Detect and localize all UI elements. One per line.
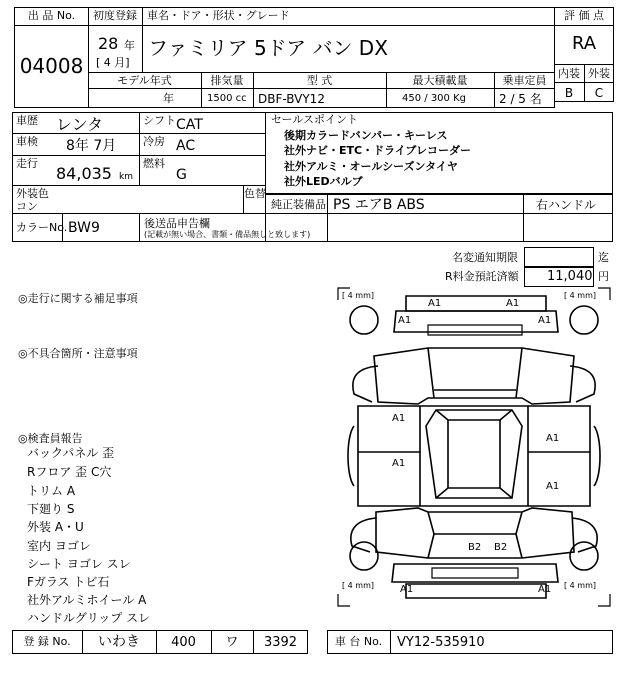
reg-number: 3392 xyxy=(263,635,298,650)
sales-point-1: 後期カラードバンパー・キーレス xyxy=(284,129,448,142)
inspector-item-7: シート ヨゴレ スレ xyxy=(27,557,131,571)
inspector-item-4: 下廻り S xyxy=(27,502,75,516)
first-reg-label: 初度登録 xyxy=(93,9,137,22)
exterior-grade: C xyxy=(594,86,604,100)
color-no-label: カラーNo. xyxy=(16,221,68,234)
mark-left-1: A1 xyxy=(392,413,406,424)
recycle-label: R料金預託済額 xyxy=(445,270,519,283)
mileage-unit: km xyxy=(119,172,133,182)
mark-top-2: A1 xyxy=(506,298,520,309)
displacement-label: 排気量 xyxy=(210,74,244,87)
sales-point-2: 社外ナビ・ETC・ドライブレコーダー xyxy=(284,144,471,157)
model-year-value: 年 xyxy=(163,92,174,105)
tire-depth-top-right: [ 4 mm] xyxy=(564,291,597,300)
shift-label: シフト xyxy=(143,114,176,127)
inspection-label: 車検 xyxy=(16,135,38,148)
ext-color-value: コン xyxy=(16,200,38,213)
sales-point-3: 社外アルミ・オールシーズンタイヤ xyxy=(284,160,458,173)
chassis-number: VY12-535910 xyxy=(397,635,485,650)
history-value: レンタ xyxy=(56,115,103,134)
mileage-label: 走行 xyxy=(16,157,38,170)
grade-label: 評 価 点 xyxy=(564,9,604,22)
equipment-value: PS エアB ABS xyxy=(333,197,425,213)
interior-label: 内装 xyxy=(558,67,580,80)
mark-bottom-2: A1 xyxy=(538,584,552,595)
inspector-label: ◎検査員報告 xyxy=(18,432,83,445)
first-reg-year: 28 xyxy=(98,34,119,53)
defects-label: ◎不具合箇所・注意事項 xyxy=(18,347,138,360)
color-change-label: 色替 xyxy=(244,187,266,200)
recycle-unit: 円 xyxy=(598,270,609,283)
capacity-label: 乗車定員 xyxy=(502,74,547,87)
name-change-box xyxy=(524,247,594,267)
ac-label: 冷房 xyxy=(143,135,165,148)
mark-right-2: A1 xyxy=(546,481,560,492)
type-label: 型 式 xyxy=(306,74,333,87)
max-load-label: 最大積載量 xyxy=(412,74,468,87)
inspector-item-8: Fガラス トビ石 xyxy=(27,575,110,589)
reg-class: 400 xyxy=(171,635,196,650)
mark-top-4: A1 xyxy=(538,315,552,326)
recycle-value: 11,040 xyxy=(547,269,593,284)
car-damage-diagram xyxy=(336,286,612,608)
mark-top-1: A1 xyxy=(428,298,442,309)
mark-rear-1: B2 xyxy=(468,542,482,553)
inspector-item-3: トリム A xyxy=(27,484,76,498)
mileage-value: 84,035 xyxy=(56,164,112,183)
shift-value: CAT xyxy=(176,117,203,133)
year-unit: 年 xyxy=(124,39,135,52)
tire-depth-bottom-right: [ 4 mm] xyxy=(564,581,597,590)
inspector-item-1: バックパネル 歪 xyxy=(27,446,115,460)
steering-value: 右ハンドル xyxy=(536,198,597,212)
name-change-unit: 迄 xyxy=(598,251,609,264)
lot-number: 04008 xyxy=(19,54,84,78)
fuel-label: 燃料 xyxy=(143,157,165,170)
color-no-value: BW9 xyxy=(68,220,100,236)
aftermarket-note: (記載が無い場合、書類・備品無しと致します) xyxy=(144,230,311,239)
tire-depth-top-left: [ 4 mm] xyxy=(342,291,375,300)
driving-notes-label: ◎走行に関する補足事項 xyxy=(18,292,138,305)
aftermarket-label: 後送品申告欄 xyxy=(144,217,210,230)
ext-color-label: 外装色 xyxy=(16,187,49,200)
lot-label: 出 品 No. xyxy=(27,9,76,22)
reg-kana: ワ xyxy=(225,635,239,650)
ac-value: AC xyxy=(176,138,196,154)
tire-depth-bottom-left: [ 4 mm] xyxy=(342,581,375,590)
capacity-value: 2 / 5 名 xyxy=(499,92,542,106)
chassis-label: 車 台 No. xyxy=(334,635,383,648)
sales-point-4: 社外LEDバルブ xyxy=(284,175,363,188)
first-reg-month: [ 4 月] xyxy=(96,56,130,69)
equipment-label: 純正装備品 xyxy=(271,198,326,211)
name-change-label: 名変通知期限 xyxy=(452,251,518,264)
reg-area: いわき xyxy=(98,634,140,650)
grade: RA xyxy=(571,33,597,54)
aftermarket-box xyxy=(265,213,328,242)
sales-label: セールスポイント xyxy=(271,113,359,126)
mark-right-1: A1 xyxy=(546,433,560,444)
model-year-label: モデル年式 xyxy=(117,74,172,87)
displacement-value: 1500 cc xyxy=(207,93,247,104)
mark-rear-2: B2 xyxy=(494,542,508,553)
inspection-value: 8年 7月 xyxy=(66,138,117,154)
inspector-item-10: ハンドルグリップ スレ xyxy=(27,611,151,625)
type-value: DBF-BVY12 xyxy=(258,92,325,106)
inspector-item-9: 社外アルミホイール A xyxy=(27,593,147,607)
exterior-label: 外装 xyxy=(588,67,610,80)
mark-bottom-1: A1 xyxy=(400,584,414,595)
car-name: ファミリア 5ドア バン DX xyxy=(148,36,388,60)
mark-left-2: A1 xyxy=(392,458,406,469)
name-label: 車名・ドア・形状・グレード xyxy=(147,9,290,22)
inspector-item-6: 室内 ヨゴレ xyxy=(27,539,91,553)
reg-label: 登 録 No. xyxy=(23,635,71,648)
fuel-value: G xyxy=(176,167,187,183)
history-label: 車歴 xyxy=(16,114,38,127)
mark-top-3: A1 xyxy=(398,315,412,326)
interior-grade: B xyxy=(564,86,574,100)
inspector-item-2: Rフロア 歪 C穴 xyxy=(27,465,112,479)
max-load-value: 450 / 300 Kg xyxy=(402,93,466,104)
inspector-item-5: 外装 A・U xyxy=(27,520,84,534)
